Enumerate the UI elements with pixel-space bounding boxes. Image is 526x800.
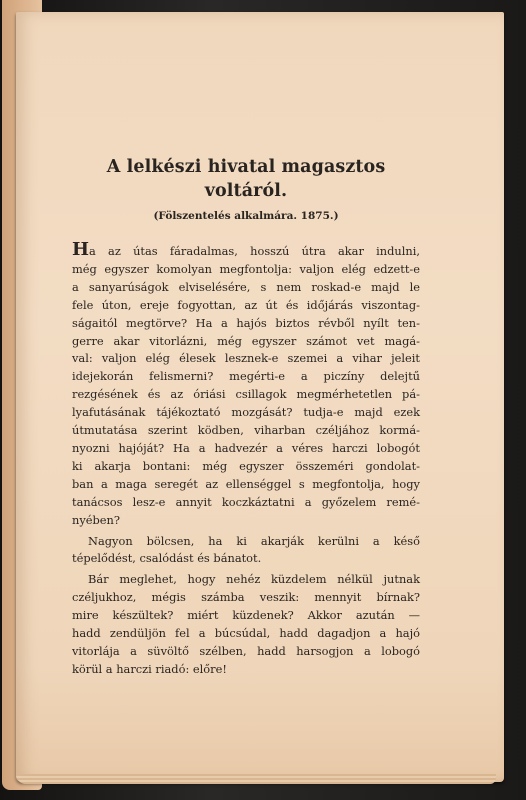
text-line: Ha az útas fáradalmas, hosszú útra akar indulni, [72,239,420,260]
chapter-title [72,155,420,203]
text-line: nyozni hajóját? Ha a hadvezér a véres harczi lobogót [72,440,420,455]
chapter-subtitle: (Fölszentelés alkalmára. 1875.) [153,210,339,222]
text-line: mire készültek? miért küzdenek? Akkor azután — [72,608,420,623]
text-line: rezgésének és az óriási csillagok megmérhetetlen pá- [72,387,420,402]
text-line: a sanyarúságok elviselésére, s nem roskad-e majd le [72,279,420,294]
text-line: czéljukhoz, mégis számba veszik: mennyit bírnak? [72,590,420,605]
text-line: Bár meglehet, hogy nehéz küzdelem nélkül jutnak [88,572,420,587]
text-line: ki akarja bontani: még egyszer összeméri gondolat- [72,458,420,473]
text-line: val: valjon elég élesek lesznek-e szemei a vihar jeleit [72,351,420,366]
page-text [72,155,420,679]
text-line: fele úton, ereje fogyottan, az út és időjárás viszontag- [72,297,420,312]
title-line-2: voltáról. [204,181,288,201]
text-line: tépelődést, csalódást és bánatot. [72,551,262,566]
title-line-1: A lelkészi hivatal magasztos [106,157,386,177]
text-line: idejekorán felismerni? megérti-e a piczíny delejtű [72,369,420,384]
text-line: Nagyon bölcsen, ha ki akarják kerülni a késő [88,533,420,548]
paragraph-1 [72,239,420,530]
text-line: ságaitól megtörve? Ha a hajós biztos révből nyílt ten- [72,315,420,330]
text-line: gerre akar vitorlázni, még egyszer számot vet magá- [72,333,420,348]
paragraph-3 [72,571,420,678]
text-line: vitorlája a süvöltő szélben, hadd harsogjon a lobogó [72,643,420,658]
text-line: ban a maga seregét az ellenséggel s megfontolja, hogy [72,476,420,491]
text-line: lyafutásának tájékoztató mozgását? tudja-e majd ezek [72,405,420,420]
page-stack-edge [16,774,496,784]
text-line: nyében? [72,512,120,527]
text-line: hadd zendüljön fel a búcsúdal, hadd dagadjon a hajó [72,626,420,641]
text-line: még egyszer komolyan megfontolja: valjon elég edzett-e [72,261,420,276]
text-line: körül a harczi riadó: előre! [72,661,227,676]
drop-cap: H [72,239,90,260]
text-line: útmutatása szerint ködben, viharban czéljához kormá- [72,423,420,438]
paragraph-2 [72,533,420,569]
text-line: tanácsos lesz-e annyit koczkáztatni a győzelem remé- [72,494,420,509]
